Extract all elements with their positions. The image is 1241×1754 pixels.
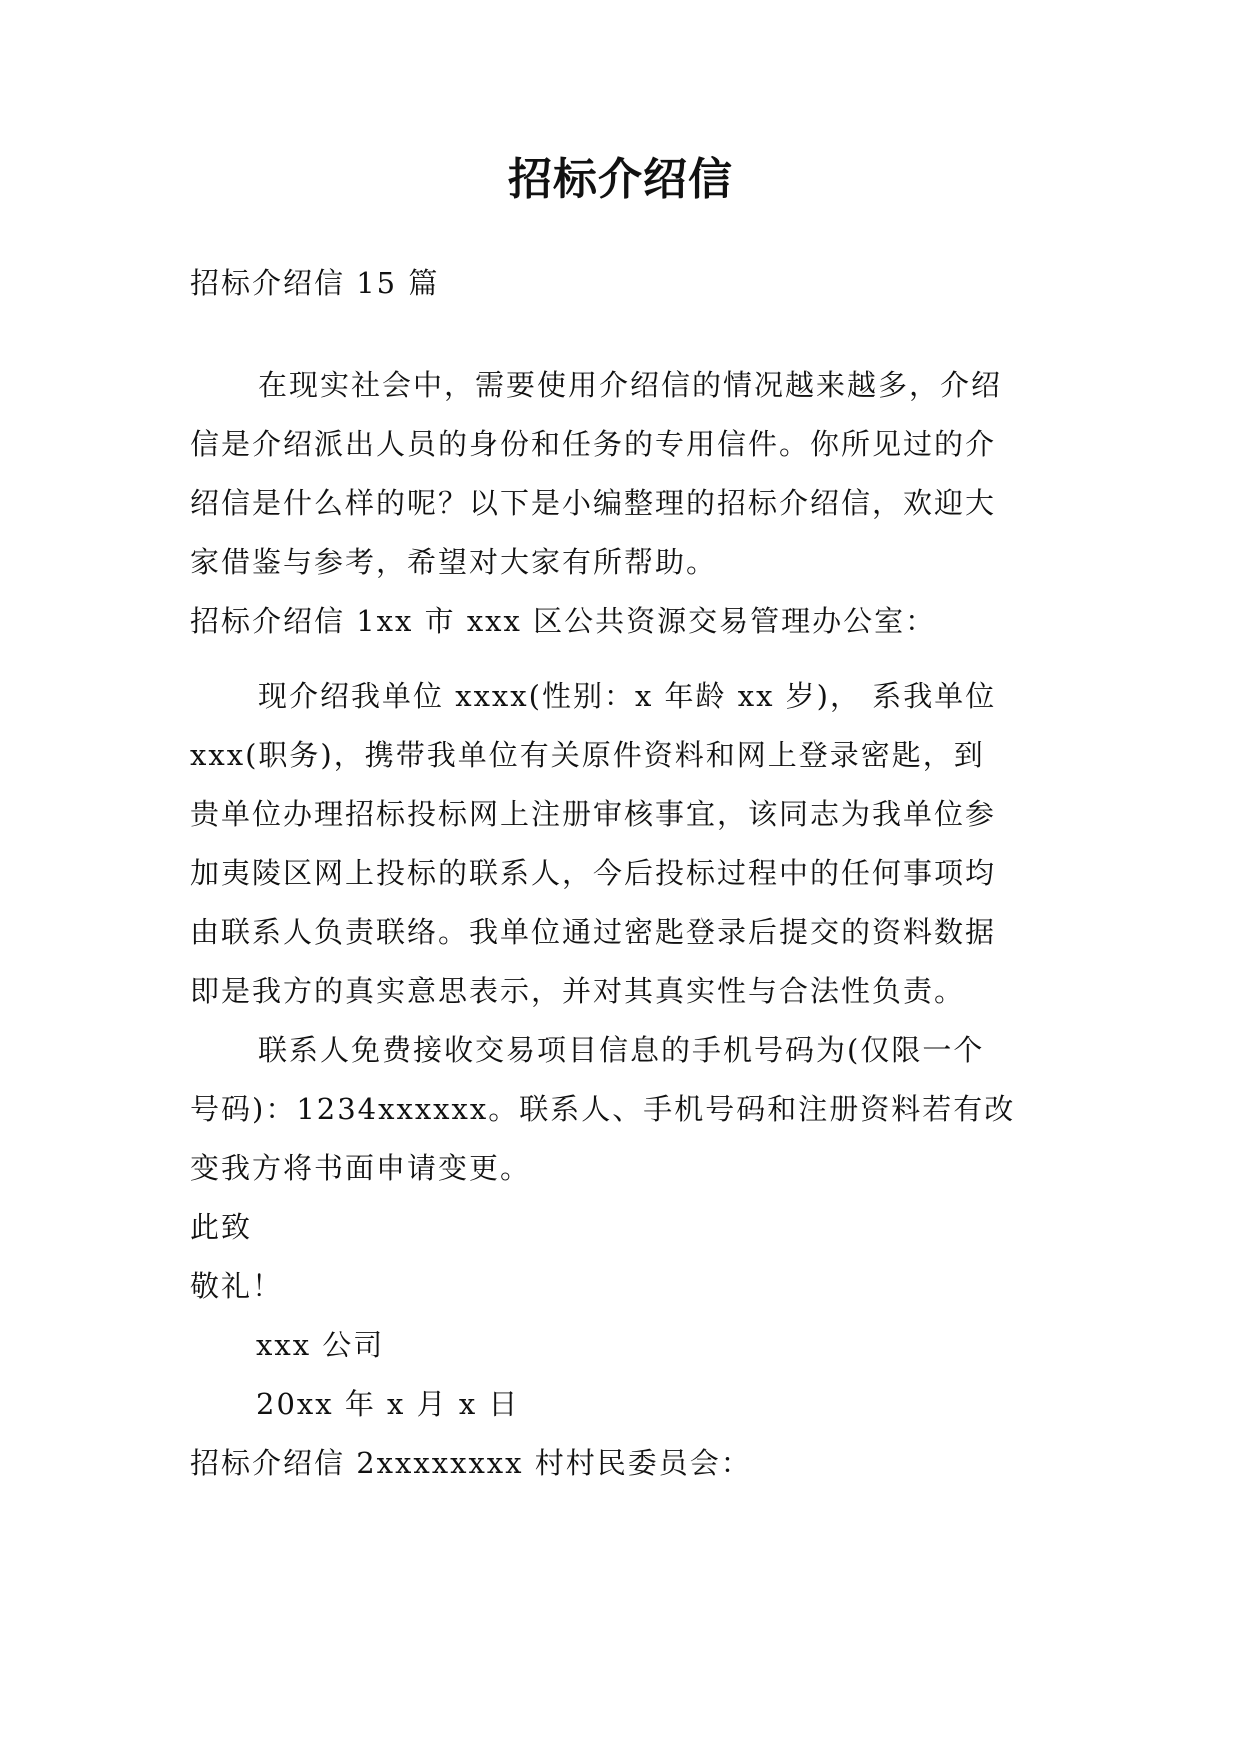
salutation-line: 敬礼！: [190, 1269, 284, 1303]
letter-heading-2: 招标介绍信 2xxxxxxxx 村村民委员会：: [190, 1446, 752, 1480]
document-subtitle: [190, 254, 1050, 313]
text-line: 在现实社会中，需要使用介绍信的情况越来越多，介绍: [258, 368, 1003, 402]
signature-company: xxx 公司: [256, 1328, 385, 1362]
text-line: 联系人免费接收交易项目信息的手机号码为(仅限一个: [258, 1033, 985, 1067]
text-line: xxx(职务)，携带我单位有关原件资料和网上登录密匙，到: [190, 738, 985, 772]
closing-line: 此致: [190, 1210, 253, 1244]
text-line: 信是介绍派出人员的身份和任务的专用信件。你所见过的介: [190, 427, 997, 461]
text-line: 现介绍我单位 xxxx(性别：x 年龄 xx 岁)， 系我单位: [258, 679, 997, 713]
document-title: 招标介绍信: [508, 154, 733, 205]
text-line: 即是我方的真实意思表示，并对其真实性与合法性负责。: [190, 974, 966, 1008]
text-line: 家借鉴与参考，希望对大家有所帮助。: [190, 545, 718, 579]
text-line: 号码)：1234xxxxxx。联系人、手机号码和注册资料若有改: [190, 1092, 1016, 1126]
intro-paragraph: [190, 356, 1050, 651]
text-line: 变我方将书面申请变更。: [190, 1151, 532, 1185]
text-line: 加夷陵区网上投标的联系人，今后投标过程中的任何事项均: [190, 856, 997, 890]
letter-heading-1: 招标介绍信 1xx 市 xxx 区公共资源交易管理办公室：: [190, 604, 937, 638]
text-line: 由联系人负责联络。我单位通过密匙登录后提交的资料数据: [190, 915, 997, 949]
text-line: 绍信是什么样的呢？以下是小编整理的招标介绍信，欢迎大: [190, 486, 997, 520]
subtitle-line: 招标介绍信 15 篇: [190, 266, 440, 300]
text-line: 贵单位办理招标投标网上注册审核事宜，该同志为我单位参: [190, 797, 997, 831]
signature-date: 20xx 年 x 月 x 日: [256, 1387, 520, 1421]
letter-1-body: [190, 667, 1050, 1493]
